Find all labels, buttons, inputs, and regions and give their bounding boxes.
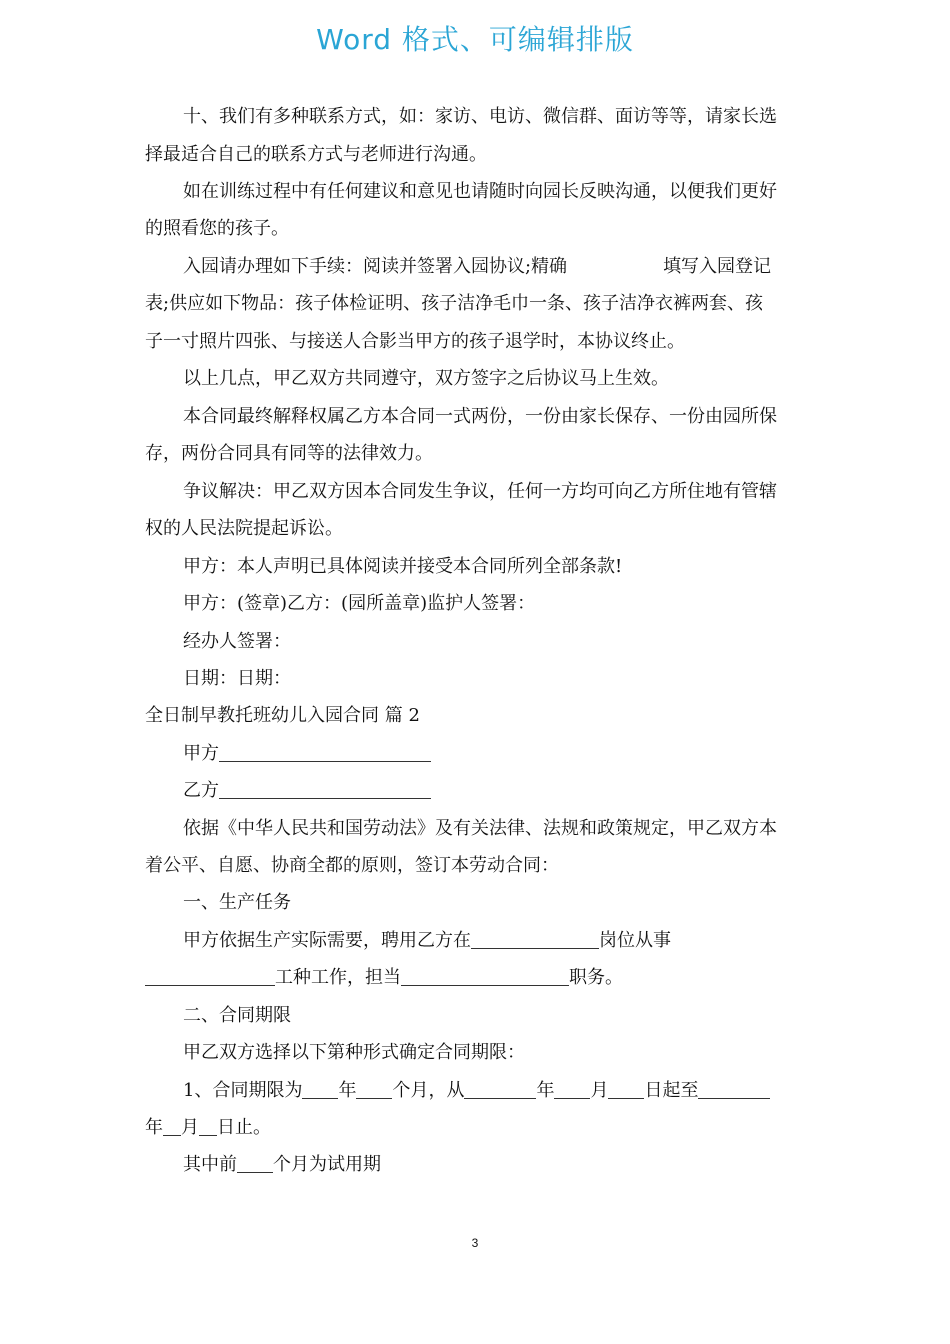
paragraph-line	[183, 1153, 381, 1177]
text-segment: 年	[536, 1080, 555, 1101]
paragraph-line: 甲乙双方选择以下第种形式确定合同期限：	[183, 1042, 525, 1063]
paragraph-line: 着公平、自愿、协商全都的原则，签订本劳动合同：	[145, 855, 559, 876]
paragraph-line	[183, 255, 771, 279]
text-segment: 个月，从	[392, 1080, 465, 1101]
text-segment: 入园请办理如下手续：阅读并签署入园协议;精确	[183, 256, 568, 277]
paragraph-line: 甲方：(签章)乙方：(园所盖章)监护人签署：	[183, 593, 536, 614]
paragraph-line	[145, 966, 623, 990]
paragraph-line: 争议解决：甲乙双方因本合同发生争议，任何一方均可向乙方所住地有管辖	[183, 481, 777, 502]
paragraph-line	[183, 1079, 770, 1103]
blank-line	[163, 1117, 181, 1136]
blank-line	[401, 967, 569, 986]
page-number: 3	[471, 1236, 479, 1250]
blank-line	[554, 1080, 590, 1099]
paragraph-line: 日期：日期：	[183, 668, 291, 689]
blank-line	[698, 1080, 770, 1099]
blank-line	[356, 1080, 392, 1099]
blank-line	[302, 1080, 338, 1099]
blank-line	[199, 1117, 217, 1136]
paragraph-line	[145, 1116, 271, 1140]
paragraph-line: 存，两份合同具有同等的法律效力。	[145, 443, 433, 464]
text-segment: 年	[338, 1080, 357, 1101]
text-segment: 甲方依据生产实际需要，聘用乙方在	[183, 930, 471, 951]
text-segment: 日止。	[217, 1117, 271, 1138]
paragraph-line: 表;供应如下物品：孩子体检证明、孩子洁净毛巾一条、孩子洁净衣裤两套、孩	[145, 293, 764, 314]
paragraph-line: 如在训练过程中有任何建议和意见也请随时向园长反映沟通，以便我们更好	[183, 181, 777, 202]
text-segment: 岗位从事	[599, 930, 671, 951]
paragraph-line: 择最适合自己的联系方式与老师进行沟通。	[145, 144, 487, 165]
document-header-title: Word 格式、可编辑排版	[316, 23, 634, 56]
paragraph-line: 依据《中华人民共和国劳动法》及有关法律、法规和政策规定，甲乙双方本	[183, 818, 777, 839]
text-segment: 1、合同期限为	[183, 1080, 303, 1101]
paragraph-line	[183, 742, 431, 766]
paragraph-line: 甲方：本人声明已具体阅读并接受本合同所列全部条款!	[183, 556, 623, 577]
text-segment: 工种工作，担当	[275, 967, 401, 988]
paragraph-line: 本合同最终解释权属乙方本合同一式两份，一份由家长保存、一份由园所保	[183, 406, 777, 427]
paragraph-line: 权的人民法院提起诉讼。	[145, 518, 343, 539]
text-segment: 日起至	[644, 1080, 699, 1101]
text-segment: 填写入园登记	[663, 256, 772, 277]
paragraph-line	[183, 779, 431, 803]
text-segment: 个月为试用期	[273, 1154, 381, 1175]
paragraph-line: 以上几点，甲乙双方共同遵守，双方签字之后协议马上生效。	[183, 368, 669, 389]
party-b-label: 乙方	[183, 780, 219, 801]
paragraph-line: 经办人签署：	[183, 631, 291, 652]
blank-line	[219, 743, 431, 762]
party-a-label: 甲方	[183, 743, 219, 764]
text-segment: 其中前	[183, 1154, 237, 1175]
section-heading: 一、生产任务	[183, 892, 291, 913]
paragraph-line: 的照看您的孩子。	[145, 218, 289, 239]
text-segment: 月	[181, 1117, 199, 1138]
text-segment: 月	[590, 1080, 609, 1101]
paragraph-line: 十、我们有多种联系方式，如：家访、电访、微信群、面访等等，请家长选	[183, 106, 777, 127]
blank-line	[464, 1080, 536, 1099]
blank-line	[145, 967, 275, 986]
blank-line	[237, 1154, 273, 1173]
section-heading: 二、合同期限	[183, 1005, 291, 1026]
blank-line	[471, 930, 599, 949]
section-heading: 全日制早教托班幼儿入园合同 篇 2	[145, 705, 420, 726]
paragraph-line: 子一寸照片四张、与接送人合影当甲方的孩子退学时，本协议终止。	[145, 331, 685, 352]
blank-line	[608, 1080, 644, 1099]
text-segment: 年	[145, 1117, 163, 1138]
paragraph-line	[183, 929, 671, 953]
blank-line	[219, 780, 431, 799]
text-segment: 职务。	[569, 967, 623, 988]
